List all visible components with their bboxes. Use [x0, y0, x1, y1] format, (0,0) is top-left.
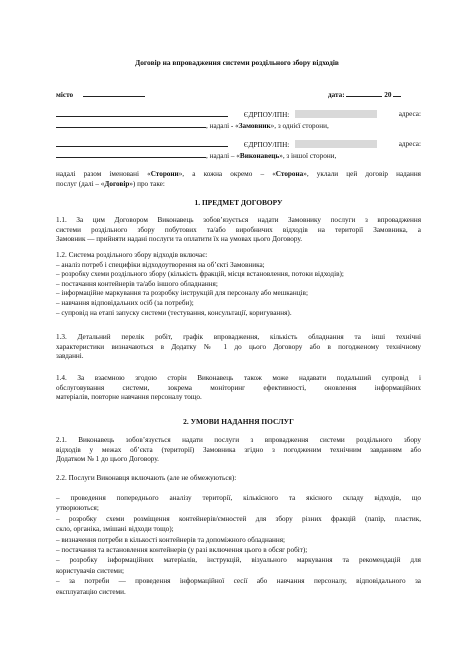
paragraph-1-3: 1.3. Детальний перелік робіт, графік впровадження, кількість обладнання та інші технічні характеристики визначаються в Додатку № 1 до цього Договору або в погодженому технічному завданні.: [56, 333, 421, 361]
list-item: користувачів системи;: [56, 566, 124, 575]
list-item: – визначення потреби в кількості контейнерів та допоміжного обладнання;: [56, 535, 286, 544]
city-label: місто: [56, 91, 74, 99]
date-year: 20: [384, 91, 392, 99]
list-item: – постачання контейнерів та/або іншого обладнання;: [56, 279, 218, 288]
contractor-role-suffix: », з іншої сторони,: [279, 152, 337, 160]
contractor-edrpou-box[interactable]: [295, 140, 377, 148]
paragraph-1-4: 1.4. За взаємною згодою сторін Виконавець також може надавати подальший супровід і обслуговування системи, зокрема моніторинг ефективності, оновлення інформаційних матеріалів, повторне навчання персоналу тощо.: [56, 374, 421, 402]
date-blank[interactable]: [346, 90, 382, 97]
list-item: – розробку інформаційних матеріалів, інструкцій, візуального маркування та рекомендацій для: [56, 556, 421, 565]
contractor-line-2: [56, 151, 336, 161]
customer-line-1: [56, 110, 421, 120]
intro-paragraph: надалі разом іменовані «Сторони», а кожна окремо – «Сторона», уклали цей договір надання послуг (далі – «Договір») про таке:: [56, 170, 421, 188]
list-item: – за потреби — проведення інформаційної сесії або навчання персоналу, відповідального за: [56, 577, 421, 586]
date-field: [328, 90, 401, 100]
list-item: скло, органіка, змішані відходи тощо);: [56, 525, 174, 534]
city-date-line: [56, 90, 421, 100]
contractor-name-blank[interactable]: [56, 140, 228, 147]
city-blank[interactable]: [83, 90, 145, 97]
customer-role-prefix: , надалі - «: [206, 122, 239, 130]
list-item: – аналіз потреб і специфіки відходоутворення на об’єкті Замовника;: [56, 260, 265, 269]
date-year-blank[interactable]: [393, 90, 401, 97]
paragraph-1-2-intro: 1.2. Система роздільного збору відходів включає:: [56, 251, 208, 259]
customer-address-blank[interactable]: [56, 121, 206, 128]
contractor-role-prefix: , надалі – «: [206, 152, 240, 160]
paragraph-2-2-intro: 2.2. Послуги Виконавця включають (але не обмежуються):: [56, 474, 237, 482]
customer-edrpou-label: ЄДРПОУ/ІПН:: [243, 111, 290, 119]
customer-address-label: адреса:: [398, 110, 421, 118]
customer-edrpou-box[interactable]: [295, 110, 377, 118]
contractor-address-label: адреса:: [398, 140, 421, 148]
list-item: – навчання відповідальних осіб (за потреби);: [56, 298, 194, 307]
list-item: – постачання та встановлення контейнерів (у разі включення цього в обсяг робіт);: [56, 546, 308, 555]
document-title: Договір на впровадження системи роздільного збору відходів: [135, 58, 339, 67]
list-item: – проведення попереднього аналізу території, кількісного та якісного складу відходів, що: [56, 494, 421, 502]
list-item: – інформаційне маркування та розробку інструкцій для персоналу або мешканців;: [56, 289, 308, 298]
contractor-edrpou-label: ЄДРПОУ/ІПН:: [243, 141, 290, 149]
paragraph-1-1: 1.1. За цим Договором Виконавець зобов’язується надати Замовнику послуги з впровадження системи роздільного збору побутових та/або виробничих відходів на території Замовника, а Замовник — прийняти надані послуги та оплатити їх на умовах цього Договору.: [56, 216, 421, 244]
customer-role: Замовник: [238, 122, 271, 130]
customer-line-2: [56, 121, 329, 131]
paragraph-2-2-list: [56, 493, 421, 597]
list-item: утворюються;: [56, 504, 99, 513]
list-item: – супровід на етапі запуску системи (тестування, консультації, коригування).: [56, 308, 292, 317]
section2-heading: 2. УМОВИ НАДАННЯ ПОСЛУГ: [183, 417, 294, 426]
list-item: – розробку схеми розміщення контейнерів/ємностей для збору різних фракцій (папір, пластик,: [56, 514, 421, 523]
section1-heading: 1. ПРЕДМЕТ ДОГОВОРУ: [194, 198, 283, 207]
customer-role-suffix: », з однієї сторони,: [270, 122, 329, 130]
paragraph-2-1: 2.1. Виконавець зобов’язується надати послуги з впровадження системи роздільного збору відходів у межах об’єкта (території) Замовника згідно з погодженим технічним завданням або Додатком № 1 до цього Договору.: [56, 436, 421, 464]
customer-name-blank[interactable]: [56, 110, 228, 117]
date-label: дата:: [328, 91, 345, 99]
paragraph-1-2: [56, 251, 421, 318]
list-item: – розробку схеми роздільного збору (кількість фракцій, місця встановлення, потоки відходів);: [56, 270, 344, 279]
list-item: експлуатацію системи.: [56, 587, 126, 596]
paragraph-2-2: [56, 474, 421, 484]
contractor-line-1: [56, 140, 421, 150]
contractor-role: Виконавець: [239, 152, 280, 160]
contractor-address-blank[interactable]: [56, 151, 206, 158]
